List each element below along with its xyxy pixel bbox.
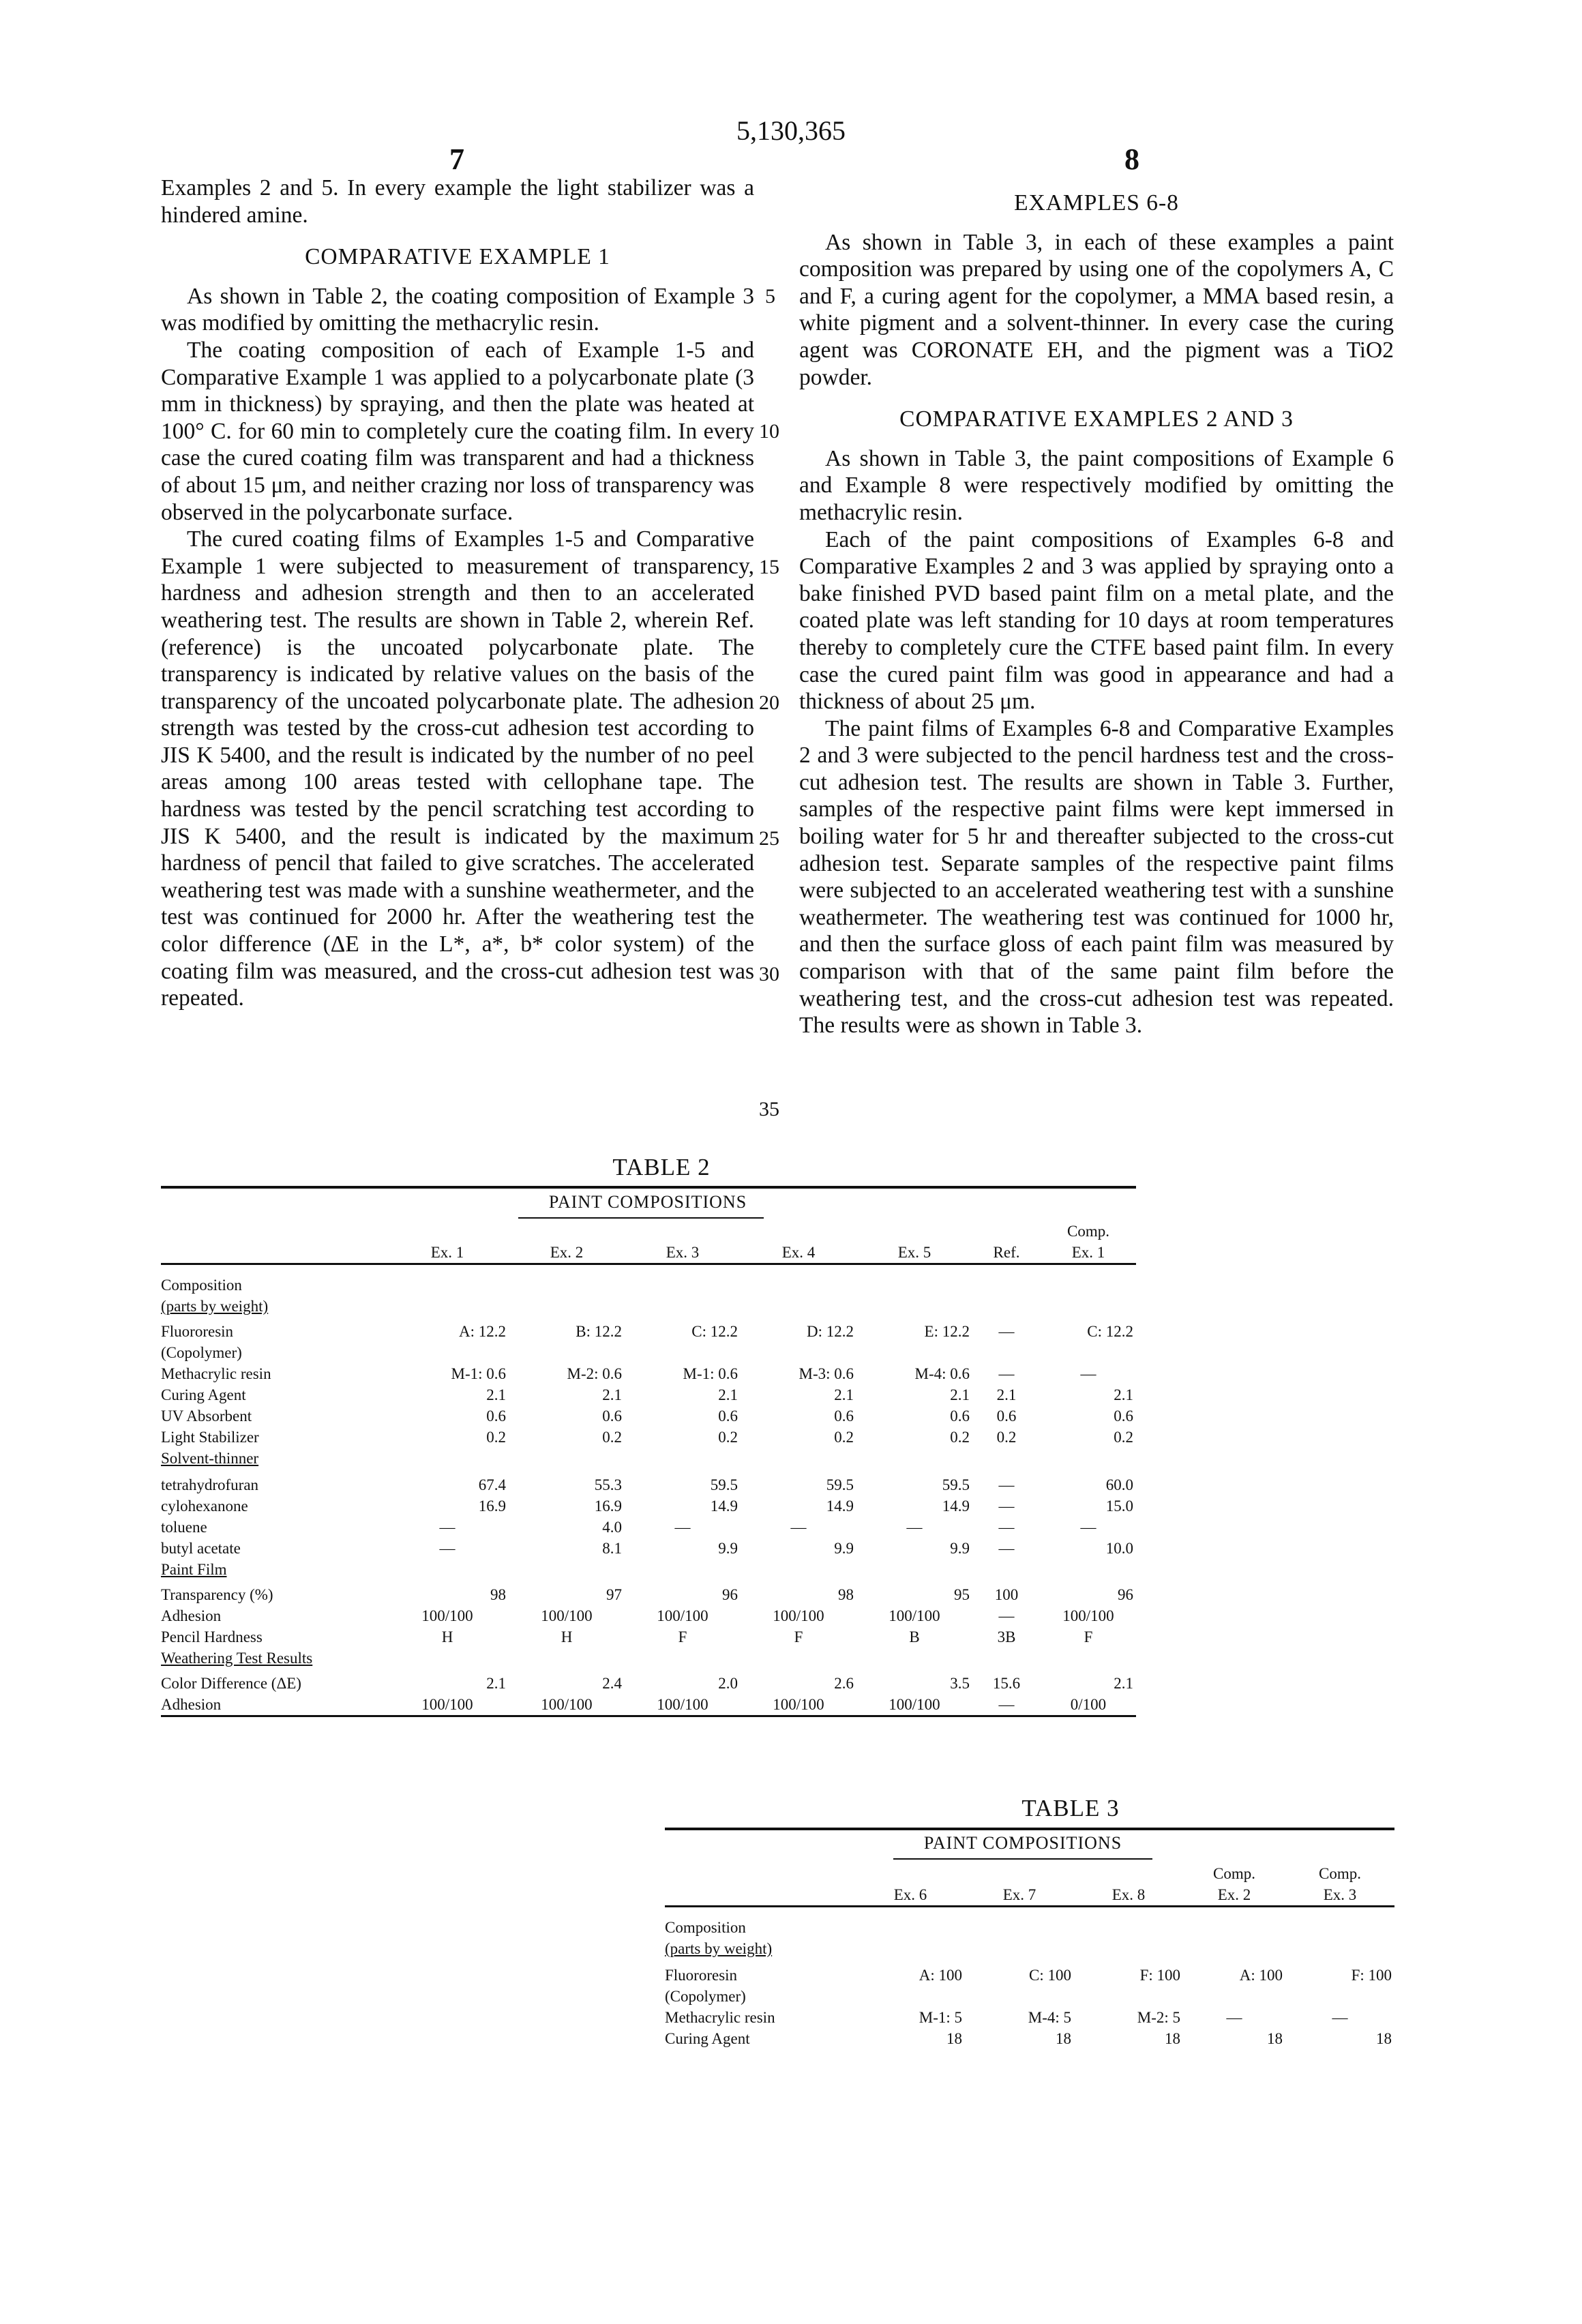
table-row [161, 1342, 1136, 1363]
table3-section-label: (parts by weight) [665, 1938, 856, 1959]
table2-cell: 55.3 [509, 1469, 625, 1495]
table2-cell: 96 [625, 1580, 741, 1605]
table2-col-header: Comp. [1041, 1221, 1136, 1242]
table2-cell: — [972, 1495, 1041, 1517]
table-row [161, 1517, 1136, 1538]
right-paragraph-4: The paint films of Examples 6-8 and Comparative Examples 2 and 3 were subjected to the pencil hardness test and the cross-cut adhesion test. The results are shown in Table 3. Further, samples of the respective paint films were kept immersed in boiling water for 5 hr and thereafter subjected to the cross-cut adhesion test. Separate samples of the respective paint films were subjected to an accelerated weathering test with a sunshine weathermeter. The weathering test was continued for 1000 hr, and then the surface gloss of each paint film was measured by comparison with that of the same paint film before the weathering test, and the cross-cut adhesion test was repeated. The results were as shown in Table 3. [799, 715, 1394, 1039]
table3-col-header: Comp. [1183, 1863, 1285, 1884]
table2-cell: 100/100 [741, 1694, 856, 1716]
table3-header-row-2 [665, 1884, 1394, 1907]
table2-cell: A: 12.2 [386, 1317, 509, 1342]
table-row [161, 1694, 1136, 1716]
table2-cell: M-4: 0.6 [856, 1363, 972, 1384]
table2-section-label: Composition [161, 1264, 386, 1296]
table2-cell: — [386, 1538, 509, 1559]
table2-cell: — [972, 1317, 1041, 1342]
table2-cell: 2.6 [741, 1669, 856, 1694]
table2-cell: 100/100 [509, 1605, 625, 1626]
table2-col-header: Ex. 1 [1041, 1242, 1136, 1264]
table2-cell: — [1041, 1517, 1136, 1538]
table2-title: TABLE 2 [559, 1154, 764, 1181]
table2 [161, 1221, 1136, 1717]
table2-cell: 4.0 [509, 1517, 625, 1538]
table2-cell: — [1041, 1363, 1136, 1384]
table2-cell: 3.5 [856, 1669, 972, 1694]
table2-cell: 15.6 [972, 1669, 1041, 1694]
table2-cell: B [856, 1626, 972, 1648]
table2-cell: 0.6 [856, 1405, 972, 1427]
table3-cell: 18 [1285, 2028, 1394, 2049]
table3-cell: A: 100 [856, 1959, 965, 1986]
table3-group-header: PAINT COMPOSITIONS [880, 1833, 1166, 1853]
table2-cell: 0.2 [856, 1427, 972, 1448]
line-number: 5 [765, 285, 775, 308]
table2-col-header: Ex. 2 [509, 1242, 625, 1264]
table2-cell: 98 [386, 1580, 509, 1605]
table2-cell: 0.6 [741, 1405, 856, 1427]
table2-cell: 0.2 [386, 1427, 509, 1448]
table2-row-label: Light Stabilizer [161, 1427, 386, 1448]
table-row [161, 1538, 1136, 1559]
table-row [161, 1405, 1136, 1427]
table2-cell: 14.9 [741, 1495, 856, 1517]
table2-cell: — [972, 1469, 1041, 1495]
table2-cell: F [625, 1626, 741, 1648]
table3-col-header: Comp. [1285, 1863, 1394, 1884]
table-row [161, 1296, 1136, 1317]
table2-cell: 100/100 [625, 1694, 741, 1716]
table2-section-label: Paint Film [161, 1559, 386, 1580]
table-row [161, 1669, 1136, 1694]
table-row [161, 1580, 1136, 1605]
table2-cell: 10.0 [1041, 1538, 1136, 1559]
table2-row-label: toluene [161, 1517, 386, 1538]
left-paragraph-1: As shown in Table 2, the coating composition of Example 3 was modified by omitting the methacrylic resin. [161, 283, 754, 337]
table2-row-label: butyl acetate [161, 1538, 386, 1559]
table3-cell: — [1285, 2007, 1394, 2028]
right-paragraph-2: As shown in Table 3, the paint compositions of Example 6 and Example 8 were respectively modified by omitting the methacrylic resin. [799, 445, 1394, 526]
table2-cell: E: 12.2 [856, 1317, 972, 1342]
right-page-number: 8 [1111, 142, 1152, 177]
table3-title: TABLE 3 [968, 1795, 1173, 1822]
line-number: 15 [759, 556, 779, 579]
table2-cell: 2.1 [1041, 1669, 1136, 1694]
table2-row-label: Color Difference (ΔE) [161, 1669, 386, 1694]
table2-cell: 100/100 [625, 1605, 741, 1626]
table2-cell: 59.5 [741, 1469, 856, 1495]
table3-cell: 18 [1183, 2028, 1285, 2049]
table2-col-header: Ex. 4 [741, 1242, 856, 1264]
table3-col-header: Ex. 6 [856, 1884, 965, 1907]
table2-cell: 100/100 [509, 1694, 625, 1716]
table3-cell: 18 [856, 2028, 965, 2049]
table2-col-header: Ref. [972, 1242, 1041, 1264]
patent-number: 5,130,365 [709, 115, 873, 147]
table2-cell: — [741, 1517, 856, 1538]
table3-section-label: Composition [665, 1907, 856, 1939]
table2-cell: — [625, 1517, 741, 1538]
table2-cell: 9.9 [856, 1538, 972, 1559]
table2-top-rule [161, 1186, 1136, 1189]
table3-col-header: Ex. 3 [1285, 1884, 1394, 1907]
table-row [161, 1648, 1136, 1669]
table2-cell: 2.1 [1041, 1384, 1136, 1405]
table2-cell: M-3: 0.6 [741, 1363, 856, 1384]
table-row [665, 1959, 1394, 1986]
table2-cell: — [856, 1517, 972, 1538]
line-number: 35 [759, 1098, 779, 1121]
comparative-examples-2-3-heading: COMPARATIVE EXAMPLES 2 AND 3 [799, 406, 1394, 433]
table2-cell: B: 12.2 [509, 1317, 625, 1342]
table2-cell: 0.2 [972, 1427, 1041, 1448]
table3-cell: 18 [965, 2028, 1074, 2049]
table3-cell: F: 100 [1074, 1959, 1183, 1986]
table2-cell: F [741, 1626, 856, 1648]
table2-cell: 96 [1041, 1580, 1136, 1605]
table-row [161, 1317, 1136, 1342]
table-row [161, 1448, 1136, 1469]
right-paragraph-1: As shown in Table 3, in each of these examples a paint composition was prepared by using one of the copolymers A, C and F, a curing agent for the copolymer, a MMA based resin, a white pigment and a solvent-thinner. In every case the curing agent was CORONATE EH, and the pigment was a TiO2 powder. [799, 229, 1394, 391]
table2-cell: 0.2 [1041, 1427, 1136, 1448]
table2-row-label: UV Absorbent [161, 1405, 386, 1427]
table3-row-label: (Copolymer) [665, 1986, 856, 2007]
table2-cell: 59.5 [625, 1469, 741, 1495]
table2-cell: 0.2 [509, 1427, 625, 1448]
table3-cell: 18 [1074, 2028, 1183, 2049]
table3-cell: C: 100 [965, 1959, 1074, 1986]
table2-row-label: Fluororesin [161, 1317, 386, 1342]
table2-cell: 0.6 [386, 1405, 509, 1427]
table2-cell: M-1: 0.6 [386, 1363, 509, 1384]
table2-cell: — [972, 1538, 1041, 1559]
table2-cell: 16.9 [386, 1495, 509, 1517]
table2-cell: 2.1 [972, 1384, 1041, 1405]
left-page-number: 7 [436, 142, 477, 177]
examples-6-8-heading: EXAMPLES 6-8 [799, 190, 1394, 217]
table2-cell: 0.6 [972, 1405, 1041, 1427]
table2-col-header: Ex. 5 [856, 1242, 972, 1264]
table2-cell: 0.6 [1041, 1405, 1136, 1427]
table2-row-label: Pencil Hardness [161, 1626, 386, 1648]
table2-cell: 2.0 [625, 1669, 741, 1694]
table-row [665, 1986, 1394, 2007]
table2-header-row-2 [161, 1242, 1136, 1264]
table2-cell: 2.1 [386, 1669, 509, 1694]
table2-col-header: Ex. 1 [386, 1242, 509, 1264]
table2-cell: 3B [972, 1626, 1041, 1648]
table2-row-label: Curing Agent [161, 1384, 386, 1405]
table-row [665, 2007, 1394, 2028]
right-paragraph-3: Each of the paint compositions of Examples 6-8 and Comparative Examples 2 and 3 was applied by spraying onto a bake finished PVD based paint film on a metal plate, and the coated plate was left standing for 10 days at room temperatures thereby to completely cure the CTFE based paint film. In every case the cured paint film was good in appearance and had a thickness of about 25 μm. [799, 526, 1394, 715]
table-row [665, 2028, 1394, 2049]
table2-cell: — [972, 1694, 1041, 1716]
table2-cell: 100/100 [741, 1605, 856, 1626]
table2-cell: 0.6 [509, 1405, 625, 1427]
table-row [161, 1626, 1136, 1648]
table2-cell: 100/100 [856, 1694, 972, 1716]
table2-section-label: Weathering Test Results [161, 1648, 386, 1669]
table2-cell: D: 12.2 [741, 1317, 856, 1342]
table2-row-label: (Copolymer) [161, 1342, 386, 1363]
table-row [161, 1559, 1136, 1580]
left-paragraph-2: The coating composition of each of Example 1-5 and Comparative Example 1 was applied to a polycarbonate plate (3 mm in thickness) by spraying, and then the plate was heated at 100° C. for 60 min to completely cure the coating film. In every case the cured coating film was transparent and had a thickness of about 15 μm, and neither crazing nor loss of transparency was observed in the polycarbonate surface. [161, 337, 754, 526]
table2-cell: — [972, 1605, 1041, 1626]
table-row [161, 1605, 1136, 1626]
table3-cell: M-2: 5 [1074, 2007, 1183, 2028]
table2-cell: 67.4 [386, 1469, 509, 1495]
table3-col-header: Ex. 8 [1074, 1884, 1183, 1907]
table2-cell: M-1: 0.6 [625, 1363, 741, 1384]
left-paragraph-3: The cured coating films of Examples 1-5 and Comparative Example 1 were subjected to measurement of transparency, hardness and adhesion strength and then to an accelerated weathering test. The results are shown in Table 2, wherein Ref. (reference) is the uncoated polycarbonate plate. The transparency is indicated by relative values on the basis of the transparency of the uncoated polycarbonate plate. The adhesion strength was tested by the cross-cut adhesion test according to JIS K 5400, and the result is indicated by the number of no peel areas among 100 areas tested with cellophane tape. The hardness was tested by the pencil scratching test according to JIS K 5400, and the result is indicated by the maximum hardness of pencil that failed to give scratches. The accelerated weathering test was made with a sunshine weathermeter, and the test was continued for 2000 hr. After the weathering test the color difference (ΔE in the L*, a*, b* color system) of the coating film was measured, and the cross-cut adhesion test was repeated. [161, 526, 754, 1012]
table2-cell: 98 [741, 1580, 856, 1605]
table-row [161, 1427, 1136, 1448]
right-column [799, 190, 1394, 1039]
table2-group-rule [518, 1217, 764, 1219]
table2-cell: H [386, 1626, 509, 1648]
table2-cell: 100/100 [1041, 1605, 1136, 1626]
table3-row-label: Fluororesin [665, 1959, 856, 1986]
table-row [665, 1938, 1394, 1959]
table2-cell: 2.1 [386, 1384, 509, 1405]
table3-cell: — [1183, 2007, 1285, 2028]
table3-row-label: Curing Agent [665, 2028, 856, 2049]
table2-cell: — [972, 1363, 1041, 1384]
table2-cell: H [509, 1626, 625, 1648]
table2-cell: 60.0 [1041, 1469, 1136, 1495]
table2-cell: 97 [509, 1580, 625, 1605]
table2-section-label: (parts by weight) [161, 1296, 386, 1317]
table2-cell: 2.4 [509, 1669, 625, 1694]
table2-section-label: Solvent-thinner [161, 1448, 386, 1469]
table2-cell: 0.2 [625, 1427, 741, 1448]
table2-cell: 2.1 [509, 1384, 625, 1405]
table3-header-row-1 [665, 1863, 1394, 1884]
table2-row-label: cylohexanone [161, 1495, 386, 1517]
table2-cell: 100/100 [386, 1694, 509, 1716]
comparative-example-1-heading: COMPARATIVE EXAMPLE 1 [161, 243, 754, 271]
table2-cell: 14.9 [625, 1495, 741, 1517]
table2-row-label: Adhesion [161, 1694, 386, 1716]
table2-cell: 15.0 [1041, 1495, 1136, 1517]
table2-cell: 9.9 [625, 1538, 741, 1559]
table2-cell: C: 12.2 [1041, 1317, 1136, 1342]
table2-cell: C: 12.2 [625, 1317, 741, 1342]
table2-cell: 2.1 [741, 1384, 856, 1405]
table2-group-header: PAINT COMPOSITIONS [518, 1192, 777, 1212]
table2-cell: 0.2 [741, 1427, 856, 1448]
table2-cell: F [1041, 1626, 1136, 1648]
table2-cell: 100 [972, 1580, 1041, 1605]
table3-group-rule [893, 1858, 1152, 1860]
table2-row-label: Methacrylic resin [161, 1363, 386, 1384]
table2-cell: 14.9 [856, 1495, 972, 1517]
line-number: 30 [759, 963, 779, 986]
table-row [161, 1264, 1136, 1296]
table2-cell: 9.9 [741, 1538, 856, 1559]
table3-row-label: Methacrylic resin [665, 2007, 856, 2028]
left-intro: Examples 2 and 5. In every example the light stabilizer was a hindered amine. [161, 175, 754, 228]
table2-cell: 0/100 [1041, 1694, 1136, 1716]
table3-top-rule [665, 1828, 1394, 1830]
table-row [161, 1469, 1136, 1495]
table2-header-row-1 [161, 1221, 1136, 1242]
table3-cell: M-1: 5 [856, 2007, 965, 2028]
table3-col-header: Ex. 7 [965, 1884, 1074, 1907]
table-row [665, 1907, 1394, 1939]
line-number: 25 [759, 827, 779, 850]
table-row [161, 1363, 1136, 1384]
table2-row-label: tetrahydrofuran [161, 1469, 386, 1495]
table2-cell: 100/100 [856, 1605, 972, 1626]
table-row [161, 1384, 1136, 1405]
line-number: 20 [759, 691, 779, 715]
table2-cell: 59.5 [856, 1469, 972, 1495]
table2-cell: — [972, 1517, 1041, 1538]
table2-cell: 2.1 [856, 1384, 972, 1405]
table2-cell: 95 [856, 1580, 972, 1605]
table2-cell: 16.9 [509, 1495, 625, 1517]
table2-row-label: Adhesion [161, 1605, 386, 1626]
table3-cell: A: 100 [1183, 1959, 1285, 1986]
line-number: 10 [759, 420, 779, 443]
table2-cell: — [386, 1517, 509, 1538]
table2-cell: 2.1 [625, 1384, 741, 1405]
table2-cell: 100/100 [386, 1605, 509, 1626]
table3-cell: M-4: 5 [965, 2007, 1074, 2028]
table2-cell: 0.6 [625, 1405, 741, 1427]
table-row [161, 1495, 1136, 1517]
table2-col-header: Ex. 3 [625, 1242, 741, 1264]
table3-cell: F: 100 [1285, 1959, 1394, 1986]
table2-cell: 8.1 [509, 1538, 625, 1559]
left-column [161, 175, 754, 1012]
table3 [665, 1863, 1394, 2049]
table2-row-label: Transparency (%) [161, 1580, 386, 1605]
table2-cell: M-2: 0.6 [509, 1363, 625, 1384]
table3-col-header: Ex. 2 [1183, 1884, 1285, 1907]
